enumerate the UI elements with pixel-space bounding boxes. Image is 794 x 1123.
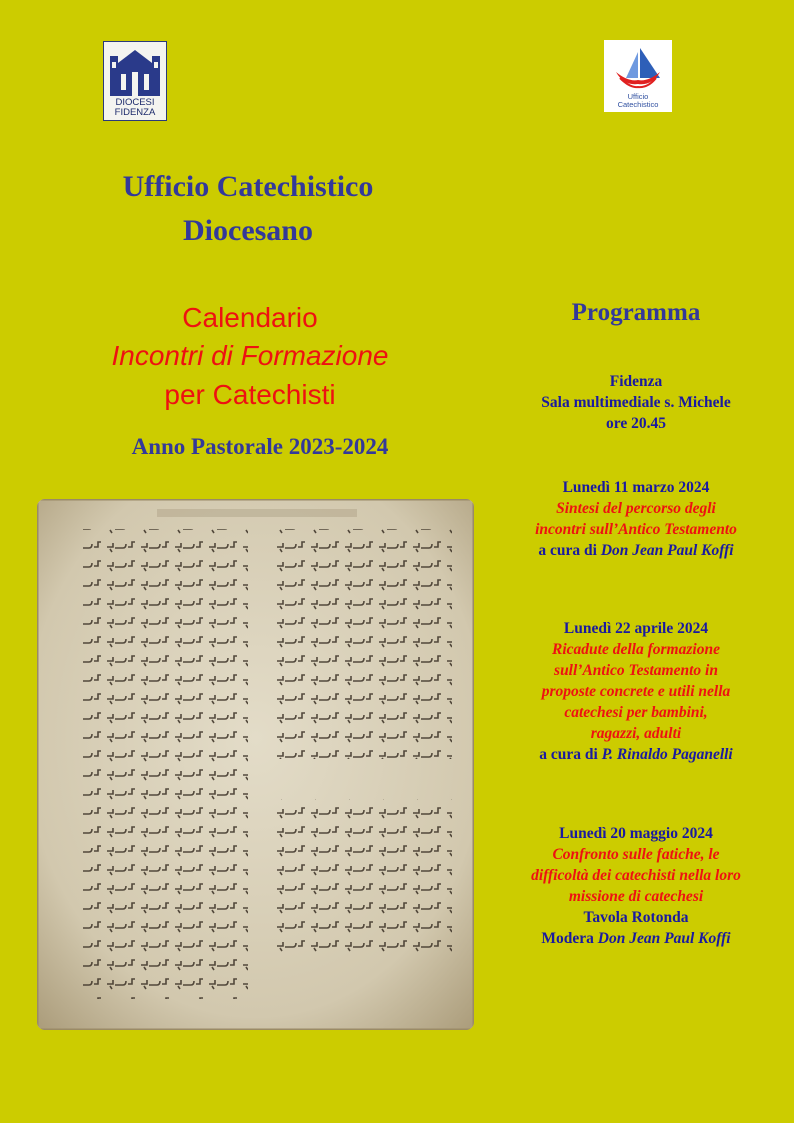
speaker-prefix: Modera bbox=[541, 930, 594, 947]
event-topic-line: proposte concrete e utili nella bbox=[541, 683, 731, 700]
event-topic-line: Confronto sulle fatiche, le bbox=[552, 846, 720, 863]
event-format: Tavola Rotonda bbox=[583, 909, 689, 926]
event-topic-line: difficoltà dei catechisti nella loro bbox=[531, 867, 741, 884]
event-topic-line: Sintesi del percorso degli bbox=[556, 500, 716, 517]
venue-city: Fidenza bbox=[609, 373, 663, 390]
diocesi-logo-text-2: FIDENZA bbox=[114, 107, 156, 118]
event-date: Lunedì 20 maggio 2024 bbox=[559, 825, 713, 842]
ufficio-catechistico-logo bbox=[604, 40, 672, 112]
calendar-audience: per Catechisti bbox=[164, 379, 336, 410]
event-speaker bbox=[506, 928, 766, 949]
office-title-line2: Diocesano bbox=[183, 214, 313, 247]
event-speaker bbox=[506, 744, 766, 765]
calendar-subtitle: Incontri di Formazione bbox=[111, 340, 389, 371]
event-topic-line: sull’Antico Testamento in bbox=[554, 662, 718, 679]
venue-place: Sala multimediale s. Michele bbox=[541, 394, 731, 411]
pastoral-year: Anno Pastorale 2023-2024 bbox=[131, 434, 389, 459]
office-title-line1: Ufficio Catechistico bbox=[122, 170, 374, 203]
event-topic-line: incontri sull’Antico Testamento bbox=[535, 521, 737, 538]
ufficio-logo-text-2: Catechistico bbox=[617, 100, 659, 109]
event-block bbox=[506, 618, 766, 765]
event-topic-line: ragazzi, adulti bbox=[590, 725, 682, 742]
sail-flame-icon bbox=[604, 42, 672, 94]
event-topic-line: Ricadute della formazione bbox=[552, 641, 720, 658]
speaker-name: Don Jean Paul Koffi bbox=[600, 542, 734, 559]
event-date: Lunedì 22 aprile 2024 bbox=[563, 620, 709, 637]
venue-block bbox=[506, 371, 766, 434]
venue-time: ore 20.45 bbox=[606, 415, 666, 432]
hebrew-manuscript-image bbox=[37, 499, 474, 1030]
speaker-name: P. Rinaldo Paganelli bbox=[601, 746, 733, 763]
speaker-prefix: a cura di bbox=[538, 542, 597, 559]
program-title: Programma bbox=[571, 299, 701, 326]
event-topic-line: catechesi per bambini, bbox=[564, 704, 708, 721]
event-topic-line: missione di catechesi bbox=[568, 888, 704, 905]
ufficio-logo-text-1: Ufficio bbox=[627, 92, 649, 101]
speaker-prefix: a cura di bbox=[539, 746, 598, 763]
event-block bbox=[506, 823, 766, 949]
event-block bbox=[506, 477, 766, 561]
cathedral-icon bbox=[104, 44, 166, 100]
speaker-name: Don Jean Paul Koffi bbox=[597, 930, 731, 947]
event-date: Lunedì 11 marzo 2024 bbox=[562, 479, 710, 496]
diocesi-fidenza-logo bbox=[103, 41, 167, 121]
diocesi-logo-text-1: DIOCESI bbox=[115, 97, 155, 108]
event-speaker bbox=[506, 540, 766, 561]
calendar-title: Calendario bbox=[182, 302, 318, 333]
